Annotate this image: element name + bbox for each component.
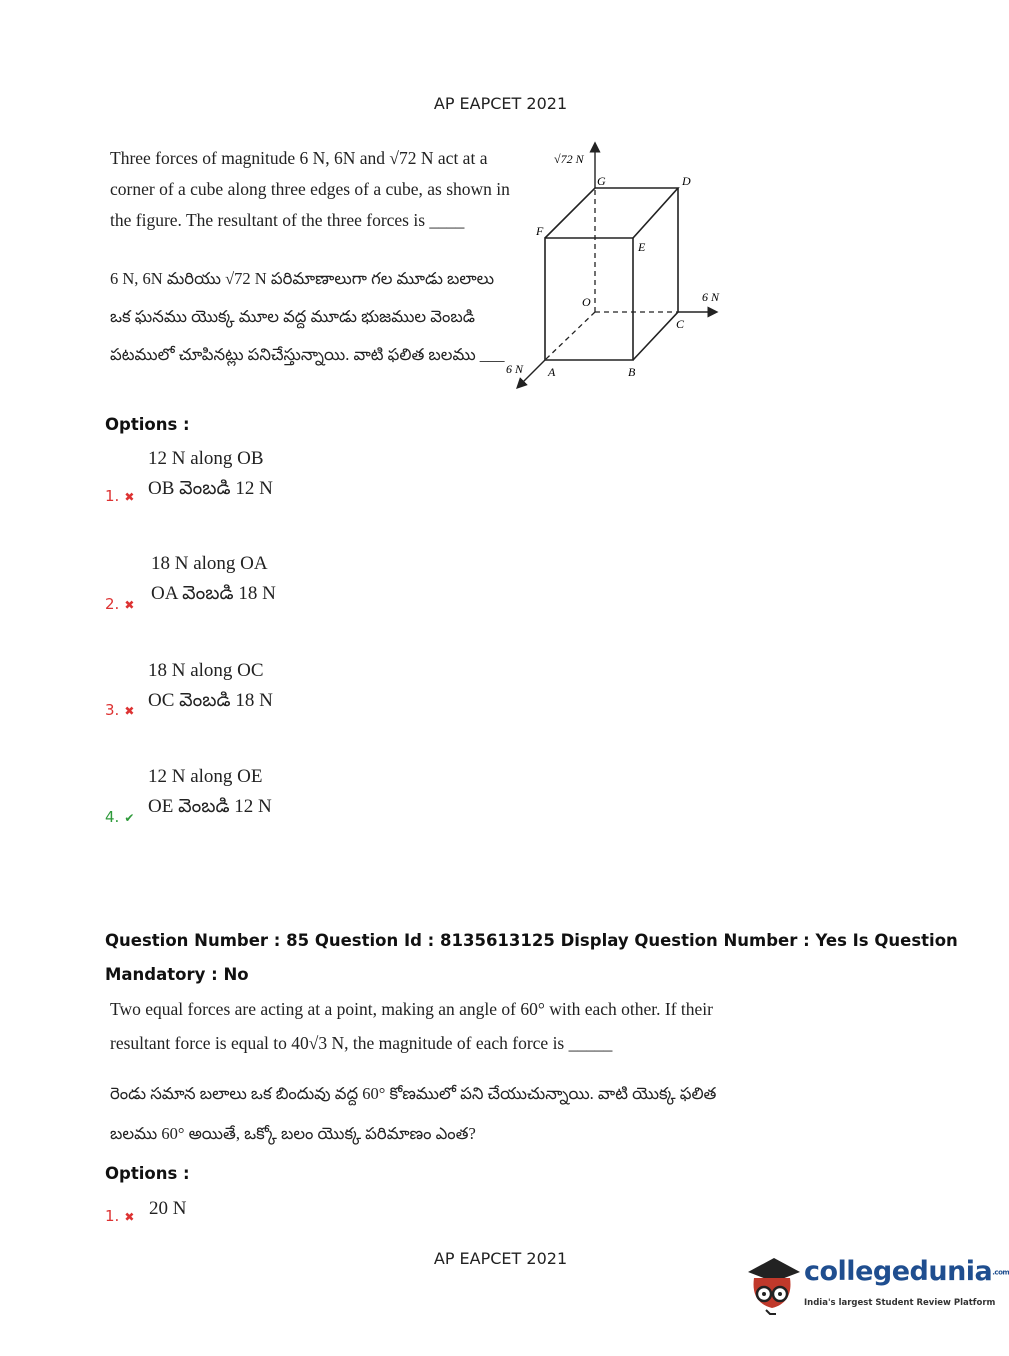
option-number: 1.	[105, 487, 120, 505]
logo-tagline: India's largest Student Review Platform	[804, 1298, 996, 1308]
option-text-en: 12 N along OE	[148, 766, 263, 787]
text-line: ఒక ఘనము యొక్క మూల వద్ద మూడు భుజముల వెంబడి	[110, 307, 475, 326]
wrong-icon: ✖	[124, 1210, 135, 1224]
wrong-icon: ✖	[124, 704, 135, 718]
option-3-text	[148, 656, 273, 716]
check-icon: ✔	[124, 811, 135, 825]
option-text-te: OE వెంబడి 12 N	[148, 796, 272, 817]
option-text-en: 18 N along OC	[148, 660, 264, 681]
page-footer: AP EAPCET 2021	[433, 1249, 568, 1268]
label-g: G	[597, 174, 606, 188]
question-85-text-en	[110, 992, 810, 1060]
question-84-text-en	[110, 143, 510, 236]
q85-option-1-text: 20 N	[149, 1198, 187, 1219]
question-85-text-te	[110, 1074, 810, 1154]
option-text-te: OC వెంబడి 18 N	[148, 690, 273, 711]
text-line: బలము 60° అయితే, ఒక్కో బలం యొక్క పరిమాణం ఎంత?	[110, 1124, 476, 1143]
text-line: resultant force is equal to 40√3 N, the magnitude of each force is _____	[110, 1033, 613, 1053]
text-line: రెండు సమాన బలాలు ఒక బిందువు వద్ద 60° కోణములో పని చేయుచున్నాయి. వాటి యొక్క ఫలిత	[110, 1084, 717, 1103]
option-number: 4.	[105, 808, 120, 826]
option-2-text	[151, 549, 276, 609]
wrong-icon: ✖	[124, 490, 135, 504]
label-d: D	[682, 174, 691, 188]
text-line: the figure. The resultant of the three forces is ____	[110, 210, 465, 230]
wrong-icon: ✖	[124, 598, 135, 612]
question-85-meta	[105, 924, 985, 992]
meta-line: Question Number : 85 Question Id : 8135613125 Display Question Number : Yes Is Question	[105, 931, 958, 950]
question-84-text-te	[110, 260, 510, 374]
label-left-force: 6 N	[506, 362, 524, 376]
option-text-en: 12 N along OB	[148, 448, 264, 469]
label-b: B	[628, 365, 636, 379]
option-number: 3.	[105, 701, 120, 719]
label-f: F	[536, 224, 544, 238]
options-label: Options :	[105, 415, 190, 434]
force-arrow-left	[520, 360, 545, 385]
options-label-85: Options :	[105, 1164, 190, 1183]
text-line: Two equal forces are acting at a point, making an angle of 60° with each other. If their	[110, 999, 713, 1019]
option-4-marker	[105, 808, 134, 826]
label-a: A	[548, 365, 556, 379]
text-line: corner of a cube along three edges of a cube, as shown in	[110, 179, 510, 199]
collegedunia-logo	[742, 1250, 1009, 1320]
option-text-en: 18 N along OA	[151, 553, 268, 574]
label-top-force: √72 N	[554, 152, 584, 166]
option-4-text	[148, 762, 272, 822]
text-line: 6 N, 6N మరియు √72 N పరిమాణాలుగా గల మూడు బలాలు	[110, 269, 495, 288]
option-2-marker	[105, 595, 134, 613]
cube-top-face	[545, 188, 678, 238]
q85-option-1-marker	[105, 1207, 134, 1225]
cube-figure	[500, 135, 740, 395]
text-line: పటములో చూపినట్లు పనిచేస్తున్నాయి. వాటి ఫలిత బలము ___	[110, 345, 505, 364]
option-1-text	[148, 444, 273, 504]
logo-wordmark: collegedunia.com	[804, 1256, 1009, 1287]
option-number: 1.	[105, 1207, 120, 1225]
mascot-icon	[742, 1252, 802, 1316]
option-1-marker	[105, 487, 134, 505]
text-line: Three forces of magnitude 6 N, 6N and √72 N act at a	[110, 148, 488, 168]
label-c: C	[676, 317, 685, 331]
option-number: 2.	[105, 595, 120, 613]
option-3-marker	[105, 701, 134, 719]
hidden-edge-oa	[545, 312, 595, 360]
label-right-force: 6 N	[702, 290, 720, 304]
label-o: O	[582, 295, 591, 309]
meta-line: Mandatory : No	[105, 965, 249, 984]
page-header: AP EAPCET 2021	[433, 94, 568, 113]
option-text-te: OA వెంబడి 18 N	[151, 583, 276, 604]
option-text-te: OB వెంబడి 12 N	[148, 478, 273, 499]
label-e: E	[638, 240, 646, 254]
